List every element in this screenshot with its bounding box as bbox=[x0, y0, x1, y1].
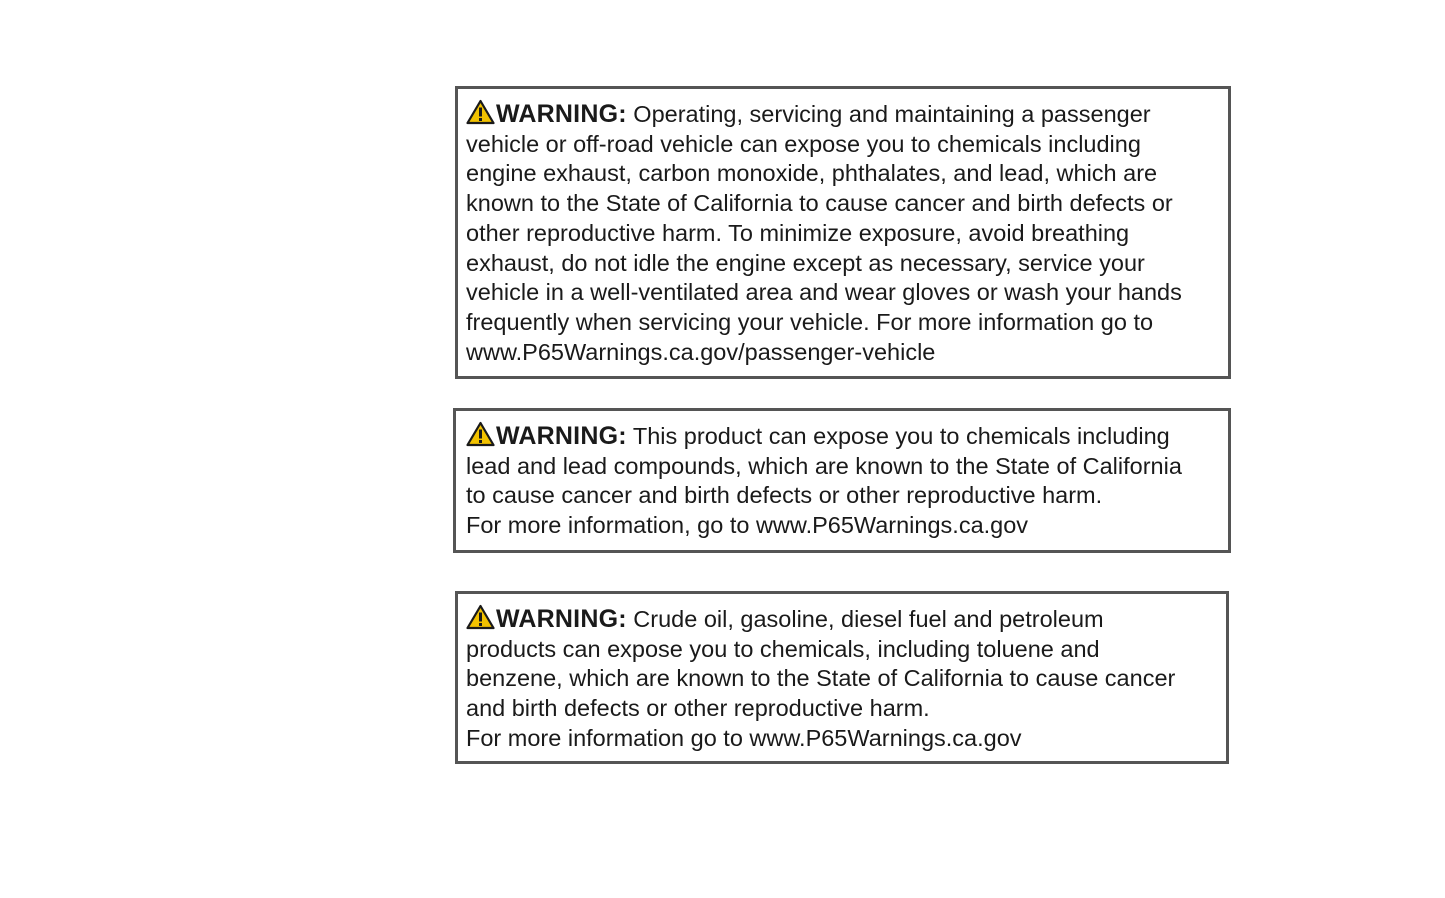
warning-label: WARNING: bbox=[496, 422, 627, 450]
warning-url: For more information, go to www.P65Warnings.ca.gov bbox=[466, 512, 1029, 539]
warning-box-passenger-vehicle bbox=[455, 86, 1231, 379]
warning-first-line bbox=[466, 99, 1220, 130]
warning-first-line bbox=[466, 604, 1218, 635]
warning-triangle-icon bbox=[466, 99, 495, 125]
warning-url: For more information go to www.P65Warnings.ca.gov bbox=[466, 724, 1022, 751]
warning-text: engine exhaust, carbon monoxide, phthalates, and lead, which are bbox=[466, 160, 1158, 187]
warning-text: vehicle or off-road vehicle can expose you to chemicals including bbox=[466, 130, 1141, 157]
warning-text: to cause cancer and birth defects or other reproductive harm. bbox=[466, 482, 1103, 509]
warning-triangle-icon bbox=[466, 604, 495, 630]
warning-url: www.P65Warnings.ca.gov/passenger-vehicle bbox=[466, 338, 936, 365]
warning-box-petroleum bbox=[455, 591, 1229, 764]
warning-text: Operating, servicing and maintaining a passenger bbox=[633, 101, 1151, 127]
warning-text: other reproductive harm. To minimize exposure, avoid breathing bbox=[466, 219, 1130, 246]
warning-box-lead bbox=[453, 408, 1231, 553]
warning-first-line bbox=[466, 421, 1220, 452]
warning-text: and birth defects or other reproductive harm. bbox=[466, 695, 930, 722]
warning-text: lead and lead compounds, which are known to the State of California bbox=[466, 452, 1182, 479]
warning-text: products can expose you to chemicals, including toluene and bbox=[466, 635, 1100, 662]
warning-text: vehicle in a well-ventilated area and wear gloves or wash your hands bbox=[466, 279, 1182, 306]
warning-label: WARNING: bbox=[496, 100, 627, 128]
warning-text: known to the State of California to cause cancer and birth defects or bbox=[466, 190, 1173, 217]
warning-label: WARNING: bbox=[496, 605, 627, 633]
warning-text: benzene, which are known to the State of California to cause cancer bbox=[466, 665, 1176, 692]
warning-triangle-icon bbox=[466, 421, 495, 447]
warning-text: frequently when servicing your vehicle. For more information go to bbox=[466, 308, 1154, 335]
warning-text: Crude oil, gasoline, diesel fuel and petroleum bbox=[633, 606, 1104, 632]
warning-text: This product can expose you to chemicals including bbox=[632, 423, 1170, 449]
warning-text: exhaust, do not idle the engine except as necessary, service your bbox=[466, 249, 1145, 276]
